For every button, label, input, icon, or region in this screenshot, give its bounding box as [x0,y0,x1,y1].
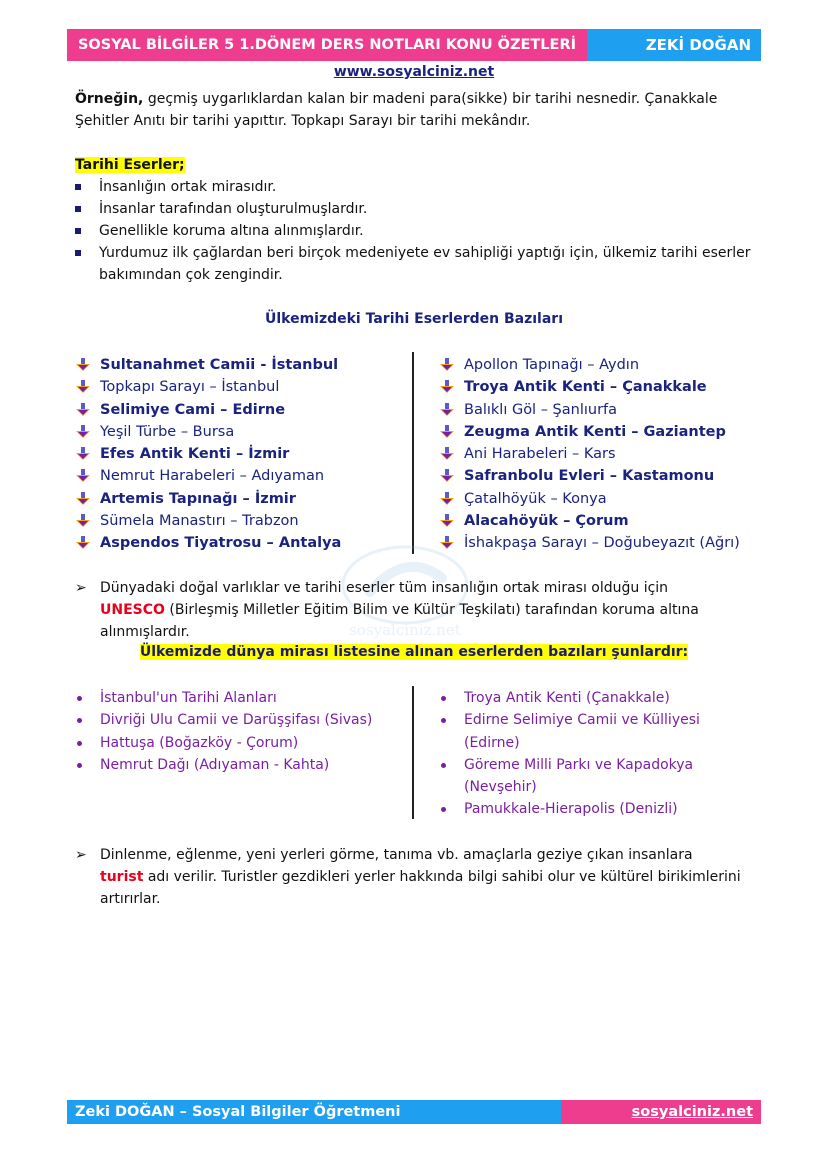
landmark-label: Alacahöyük – Çorum [464,513,629,530]
list-item [439,754,739,799]
list-item [439,798,739,820]
arrow-down-icon [76,403,90,417]
header-title: SOSYAL BİLGİLER 5 1.DÖNEM DERS NOTLARI KONU ÖZETLERİ [67,29,587,61]
heritage-label: Hattuşa (Boğazköy - Çorum) [100,734,299,751]
intro-line1: geçmiş uygarlıklardan kalan bir madeni para(sikke) bir tarihi nesnedir. Çanakkale [143,91,718,107]
dot-bullet-icon [441,718,446,723]
site-link[interactable]: www.sosyalciniz.net [333,64,495,80]
list-item [439,399,740,421]
arrow-down-icon [76,536,90,550]
list-item [439,354,740,376]
list-item [75,421,341,443]
list-item: Genellikle koruma altına alınmışlardır. [75,220,765,242]
heritage-label: Pamukkale-Hierapolis (Denizli) [464,801,678,818]
list-item [75,709,405,731]
arrow-bullet-icon: ➢ [75,847,87,863]
arrow-down-icon [76,380,90,394]
landmark-label: Sümela Manastırı – Trabzon [100,513,299,530]
tarihi-eserler-heading: Tarihi Eserler; [75,157,185,173]
footer-bar [67,1100,761,1124]
list-item [75,399,341,421]
unesco-paragraph: ➢ Dünyadaki doğal varlıklar ve tarihi eserler tüm insanlığın ortak mirası olduğu için UNESCO (Birleşmiş Milletler Eğitim Bilim ve Kültür Teşkilatı) tarafından koruma altına alınmışlardır. [75,577,765,643]
arrow-down-icon [76,425,90,439]
landmark-label: Aspendos Tiyatrosu – Antalya [100,535,342,552]
arrow-bullet-icon: ➢ [75,580,87,596]
landmark-label: Efes Antik Kenti – İzmir [100,446,290,463]
eserler-left-list [75,354,341,555]
arrow-down-icon [76,469,90,483]
list-item [75,488,341,510]
heritage-label: Göreme Milli Parkı ve Kapadokya (Nevşehir) [464,756,694,796]
list-item [439,709,739,754]
watermark-text: sosyalciniz.net [349,621,461,639]
heritage-label: Divriği Ulu Camii ve Darüşşifası (Sivas) [100,712,373,729]
list-item [439,376,740,398]
landmark-label: Ani Harabeleri – Kars [464,446,616,463]
heritage-label: İstanbul'un Tarihi Alanları [100,690,277,706]
landmark-label: Sultanahmet Camii - İstanbul [100,357,339,373]
heritage-label: Nemrut Dağı (Adıyaman - Kahta) [100,756,330,773]
miras-left-list [75,687,405,776]
tarihi-eserler-list [75,176,765,286]
landmark-label: Apollon Tapınağı – Aydın [464,357,640,373]
arrow-down-icon [440,403,454,417]
heritage-label: Edirne Selimiye Camii ve Külliyesi (Edirne) [464,712,700,751]
list-item [439,510,740,532]
list-item [75,510,341,532]
eserler-right-list [439,354,740,555]
square-bullet-icon [75,184,81,190]
arrow-down-icon [76,514,90,528]
arrow-down-icon [440,358,454,372]
list-item [75,465,341,487]
list-item [439,421,740,443]
landmark-label: Nemrut Harabeleri – Adıyaman [100,468,325,485]
miras-right-list [439,687,739,821]
header-bar [67,29,761,61]
landmark-label: Balıklı Göl – Şanlıurfa [464,401,618,418]
list-item [439,465,740,487]
list-item [439,687,739,709]
landmark-label: Yeşil Türbe – Bursa [100,423,235,440]
landmark-label: Selimiye Cami – Edirne [100,401,286,418]
miras-title: Ülkemizde dünya mirası listesine alınan eserlerden bazıları şunlardır: [139,644,689,660]
intro-line2: Şehitler Anıtı bir tarihi yapıttır. Topkapı Sarayı bir tarihi mekândır. [75,113,531,129]
arrow-down-icon [440,447,454,461]
dot-bullet-icon [441,696,446,701]
arrow-down-icon [440,380,454,394]
landmark-label: Artemis Tapınağı – İzmir [100,490,296,507]
turist-paragraph: ➢ Dinlenme, eğlenme, yeni yerleri görme, tanıma vb. amaçlarla geziye çıkan insanlara turist adı verilir. Turistler gezdikleri yerler hakkında bilgi sahibi olur ve kültürel birikimlerini artırırlar. [75,844,765,910]
list-item [439,532,740,554]
list-item [75,354,341,376]
list-item [439,443,740,465]
arrow-down-icon [76,492,90,506]
landmark-label: Topkapı Sarayı – İstanbul [100,379,280,396]
list-item [439,488,740,510]
list-item [75,732,405,754]
dot-bullet-icon [441,763,446,768]
list-item: İnsanlığın ortak mirasıdır. [75,176,765,198]
header-author: ZEKİ DOĞAN [587,29,761,61]
tarihi-eserler-heading-row [75,154,765,176]
miras-title-row [0,644,828,660]
intro-paragraph [75,88,765,132]
dot-bullet-icon [77,718,82,723]
column-divider [412,686,414,819]
list-item [75,376,341,398]
dot-bullet-icon [77,741,82,746]
list-item [75,687,405,709]
arrow-down-icon [440,425,454,439]
landmark-label: İshakpaşa Sarayı – Doğubeyazıt (Ağrı) [464,535,740,552]
dot-bullet-icon [77,763,82,768]
list-item [75,754,405,776]
square-bullet-icon [75,206,81,212]
list-item [75,532,341,554]
footer-site-link[interactable]: sosyalciniz.net [561,1100,761,1124]
dot-bullet-icon [77,696,82,701]
intro-lead: Örneğin, [75,91,144,107]
eserler-title: Ülkemizdeki Tarihi Eserlerden Bazıları [264,311,564,327]
landmark-label: Çatalhöyük – Konya [464,490,607,507]
column-divider [412,352,414,554]
landmark-label: Safranbolu Evleri – Kastamonu [464,468,715,485]
dot-bullet-icon [441,807,446,812]
square-bullet-icon [75,250,81,256]
landmark-label: Zeugma Antik Kenti – Gaziantep [464,423,726,440]
unesco-highlight: UNESCO [100,602,165,618]
list-item: Yurdumuz ilk çağlardan beri birçok medeniyete ev sahipliği yaptığı için, ülkemiz tarihi eserler bakımından çok zengindir. [75,242,765,286]
list-item [75,443,341,465]
footer-author: Zeki DOĞAN – Sosyal Bilgiler Öğretmeni [67,1100,561,1124]
arrow-down-icon [440,514,454,528]
landmark-label: Troya Antik Kenti – Çanakkale [464,379,707,396]
arrow-down-icon [440,492,454,506]
arrow-down-icon [76,358,90,372]
turist-highlight: turist [100,869,144,885]
heritage-label: Troya Antik Kenti (Çanakkale) [464,690,670,706]
square-bullet-icon [75,228,81,234]
arrow-down-icon [440,469,454,483]
list-item: İnsanlar tarafından oluşturulmuşlardır. [75,198,765,220]
arrow-down-icon [76,447,90,461]
